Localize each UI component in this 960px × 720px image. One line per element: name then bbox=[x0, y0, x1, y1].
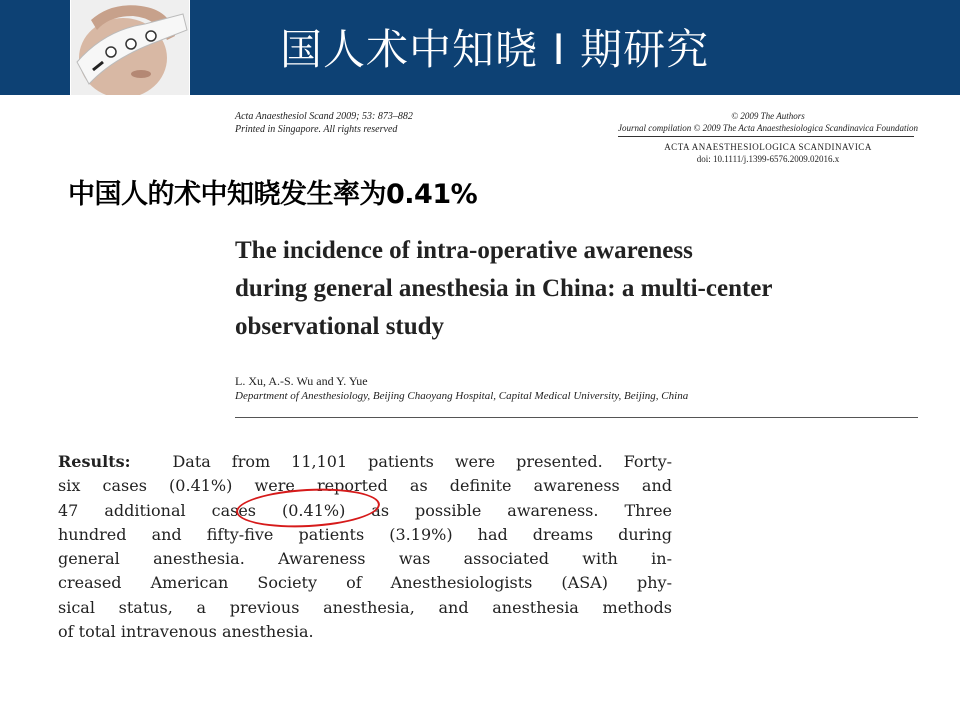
results-text: Data from 11,101 patients were presented. Forty- bbox=[172, 452, 673, 471]
journal-rule bbox=[618, 136, 914, 137]
paper-title-line: during general anesthesia in China: a multi-center bbox=[235, 275, 773, 302]
citation-line-1: Acta Anaesthesiol Scand 2009; 53: 873–882 bbox=[235, 111, 413, 122]
copyright-line: © 2009 The Authors bbox=[731, 111, 805, 121]
incidence-highlight: 中国人的术中知晓发生率为0.41% bbox=[68, 179, 478, 210]
compilation-line: Journal compilation © 2009 The Acta Anaesthesiologica Scandinavica Foundation bbox=[618, 123, 918, 133]
paper-authors: L. Xu, A.-S. Wu and Y. Yue bbox=[235, 374, 368, 388]
doi-line: doi: 10.1111/j.1399-6576.2009.02016.x bbox=[696, 154, 840, 164]
paper-title-line: The incidence of intra-operative awareness bbox=[235, 237, 693, 264]
results-line: sical status, a previous anesthesia, and anesthesia methods bbox=[58, 597, 672, 617]
journal-citation bbox=[235, 110, 413, 136]
results-line: general anesthesia. Awareness was associated with in- bbox=[58, 549, 672, 569]
results-line: 47 additional cases (0.41%) as possible awareness. Three bbox=[58, 500, 672, 520]
paper-title bbox=[235, 232, 875, 346]
journal-info bbox=[618, 110, 918, 165]
journal-name: ACTA ANAESTHESIOLOGICA SCANDINAVICA bbox=[664, 142, 872, 152]
results-line: of total intravenous anesthesia. bbox=[58, 622, 314, 642]
results-label: Results: bbox=[58, 452, 131, 471]
results-line: six cases (0.41%) were reported as definite awareness and bbox=[58, 476, 672, 496]
results-line: hundred and fifty-five patients (3.19%) had dreams during bbox=[58, 524, 672, 544]
results-line bbox=[58, 450, 672, 474]
citation-line-2: Printed in Singapore. All rights reserved bbox=[235, 124, 398, 135]
header-divider bbox=[235, 417, 918, 418]
paper-title-line: observational study bbox=[235, 313, 445, 340]
paper-affiliation: Department of Anesthesiology, Beijing Chaoyang Hospital, Capital Medical University, Beijing, China bbox=[235, 390, 689, 402]
results-abstract bbox=[58, 450, 672, 644]
patient-bis-sensor-photo-icon bbox=[71, 0, 189, 95]
patient-photo bbox=[70, 0, 190, 95]
results-line: creased American Society of Anesthesiologists (ASA) phy- bbox=[58, 573, 672, 593]
slide-title: 国人术中知晓 I 期研究 bbox=[280, 25, 710, 74]
